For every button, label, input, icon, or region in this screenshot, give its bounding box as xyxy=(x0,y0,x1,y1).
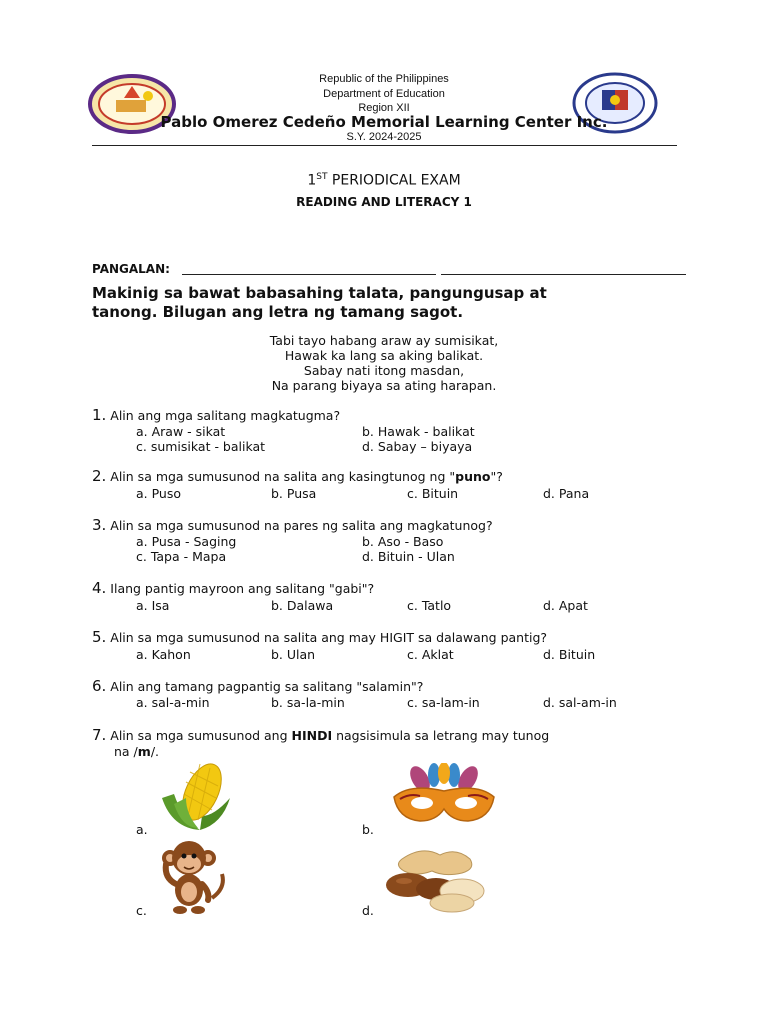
q3-option-a[interactable]: a. Pusa - Saging xyxy=(136,534,237,549)
q2-option-b[interactable]: b. Pusa xyxy=(271,486,317,501)
q4-option-b[interactable]: b. Dalawa xyxy=(271,598,334,613)
poem xyxy=(0,333,768,393)
question-1: 1. Alin ang mga salitang magkatugma? xyxy=(92,406,341,424)
header-department: Department of Education xyxy=(323,88,445,100)
poem-line: Hawak ka lang sa aking balikat. xyxy=(284,348,484,363)
q3-option-b[interactable]: b. Aso - Baso xyxy=(362,534,444,549)
q3-option-d[interactable]: d. Bituin - Ulan xyxy=(362,549,455,564)
instructions: Makinig sa bawat babasahing talata, pangungusap at tanong. Bilugan ang letra ng tamang sagot. xyxy=(92,284,547,321)
q7-option-d[interactable]: d. xyxy=(362,903,374,918)
q5-option-a[interactable]: a. Kahon xyxy=(136,647,191,662)
poem-line: Sabay nati itong masdan, xyxy=(303,363,465,378)
question-3: 3. Alin sa mga sumusunod na pares ng salita ang magkatunog? xyxy=(92,516,493,534)
exam-subject: READING AND LITERACY 1 xyxy=(296,195,472,209)
mask-image[interactable] xyxy=(380,763,508,833)
header-divider xyxy=(92,145,677,146)
header-republic: Republic of the Philippines xyxy=(319,73,449,85)
question-5: 5. Alin sa mga sumusunod na salita ang may HIGIT sa dalawang pantig? xyxy=(92,628,548,646)
question-2: 2. Alin sa mga sumusunod na salita ang kasingtunog ng "puno"? xyxy=(92,467,503,485)
name-line-extra[interactable] xyxy=(441,274,686,275)
q5-option-c[interactable]: c. Aklat xyxy=(407,647,454,662)
q6-option-a[interactable]: a. sal-a-min xyxy=(136,695,210,710)
poem-line: Na parang biyaya sa ating harapan. xyxy=(271,378,497,393)
header-region: Region XII xyxy=(358,102,410,114)
q6-option-d[interactable]: d. sal-am-in xyxy=(543,695,617,710)
question-7-line2: na /m/. xyxy=(114,744,159,759)
q1-option-c[interactable]: c. sumisikat - balikat xyxy=(136,439,266,454)
exam-title: 1ST PERIODICAL EXAM xyxy=(307,172,461,189)
peanuts-image[interactable] xyxy=(382,845,492,915)
q7-option-c[interactable]: c. xyxy=(136,903,147,918)
q1-option-a[interactable]: a. Araw - sikat xyxy=(136,424,226,439)
q4-option-c[interactable]: c. Tatlo xyxy=(407,598,452,613)
school-year: S.Y. 2024-2025 xyxy=(346,131,422,143)
question-6: 6. Alin ang tamang pagpantig sa salitang "salamin"? xyxy=(92,677,424,695)
name-label: PANGALAN: xyxy=(92,262,170,276)
corn-image[interactable] xyxy=(152,758,236,834)
q6-option-b[interactable]: b. sa-la-min xyxy=(271,695,345,710)
q1-option-d[interactable]: d. Sabay – biyaya xyxy=(362,439,473,454)
q2-option-d[interactable]: d. Pana xyxy=(543,486,590,501)
q2-option-a[interactable]: a. Puso xyxy=(136,486,182,501)
name-line[interactable] xyxy=(182,274,436,275)
q7-option-b[interactable]: b. xyxy=(362,822,374,837)
q5-option-d[interactable]: d. Bituin xyxy=(543,647,596,662)
q7-option-a[interactable]: a. xyxy=(136,822,148,837)
poem-line: Tabi tayo habang araw ay sumisikat, xyxy=(269,333,499,348)
q4-option-d[interactable]: d. Apat xyxy=(543,598,588,613)
q2-option-c[interactable]: c. Bituin xyxy=(407,486,459,501)
school-name: Pablo Omerez Cedeño Memorial Learning Center Inc. xyxy=(160,113,608,131)
q5-option-b[interactable]: b. Ulan xyxy=(271,647,316,662)
q3-option-c[interactable]: c. Tapa - Mapa xyxy=(136,549,227,564)
question-7: 7. Alin sa mga sumusunod ang HINDI nagsisimula sa letrang may tunog xyxy=(92,726,550,744)
question-4: 4. Ilang pantig mayroon ang salitang "gabi"? xyxy=(92,579,375,597)
q6-option-c[interactable]: c. sa-lam-in xyxy=(407,695,480,710)
q4-option-a[interactable]: a. Isa xyxy=(136,598,170,613)
q1-option-b[interactable]: b. Hawak - balikat xyxy=(362,424,475,439)
monkey-image[interactable] xyxy=(152,838,228,916)
